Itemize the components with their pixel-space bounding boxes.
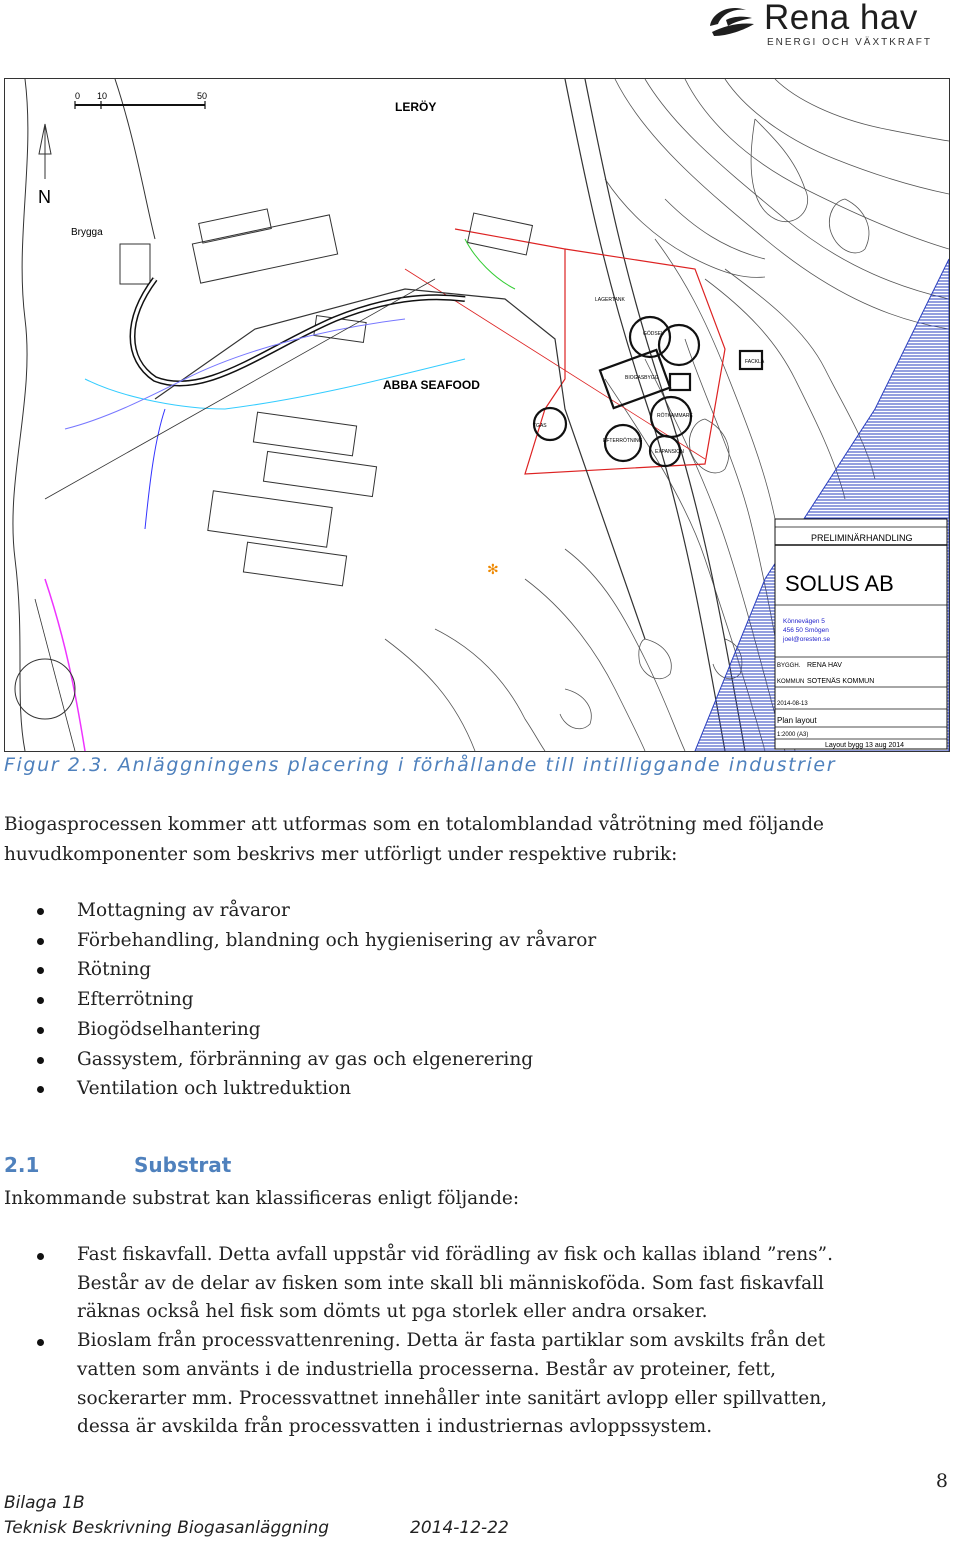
- site-plan-map: [4, 78, 950, 752]
- title-block-address-1: Könnevägen 5: [783, 618, 825, 625]
- list-item: Rötning: [0, 955, 945, 985]
- footer-date: 2014-12-22: [410, 1518, 509, 1538]
- list-item: Biogödselhantering: [0, 1015, 945, 1045]
- substrat-list: [0, 1241, 945, 1442]
- item-line: Består av de delar av fisken som inte skall bli människoföda. Som fast fiskavfall: [77, 1272, 824, 1294]
- svg-text:EFTERRÖTNING: EFTERRÖTNING: [603, 438, 643, 444]
- section-heading: [4, 1153, 231, 1177]
- svg-text:FACKLA: FACKLA: [745, 359, 765, 365]
- svg-text:TGAS: TGAS: [533, 423, 547, 429]
- svg-text:LAGERTANK: LAGERTANK: [595, 297, 625, 303]
- figure-caption: Figur 2.3. Anläggningens placering i förhållande till intilliggande industrier: [4, 754, 837, 776]
- svg-text:GÖDSEL: GÖDSEL: [643, 331, 664, 337]
- intro-paragraph: [4, 810, 944, 870]
- title-block-kommun-value: SOTENÄS KOMMUN: [807, 678, 875, 685]
- title-block-scale: 1:2000 (A3): [777, 732, 809, 738]
- list-item: Gassystem, förbränning av gas och elgenerering: [0, 1045, 945, 1075]
- title-block-address-2: 456 50 Smögen: [783, 627, 829, 634]
- title-block-layout: Layout bygg 13 aug 2014: [825, 742, 905, 749]
- access-road: [133, 279, 466, 384]
- list-item: [0, 1241, 945, 1327]
- page-number: 8: [935, 1470, 948, 1492]
- svg-text:RÖTKAMMARE: RÖTKAMMARE: [657, 413, 693, 419]
- rena-hav-logo: [704, 0, 934, 52]
- title-block: [775, 519, 947, 749]
- list-item: Efterrötning: [0, 985, 945, 1015]
- svg-text:BIOGASBYGG: BIOGASBYGG: [625, 375, 659, 381]
- scale-label-0: 0: [75, 91, 81, 101]
- logo-subtitle: ENERGI OCH VÄXTKRAFT: [767, 37, 933, 48]
- north-label: N: [38, 187, 51, 207]
- item-line: vatten som använts i de industriella processerna. Består av proteiner, fett,: [77, 1358, 777, 1380]
- item-line: räknas också hel fisk som dömts ut pga storlek eller andra orsaker.: [77, 1301, 708, 1323]
- label-abba-seafood: ABBA SEAFOOD: [383, 378, 480, 392]
- svg-text:✻: ✻: [487, 561, 499, 577]
- title-block-prelim: PRELIMINÄRHANDLING: [811, 533, 913, 543]
- red-plot-boundary: [455, 229, 725, 474]
- list-item: Mottagning av råvaror: [0, 896, 945, 926]
- buildings: [120, 209, 532, 586]
- label-leroy: LERÖY: [395, 100, 437, 114]
- section-title: Substrat: [134, 1153, 232, 1177]
- utility-line-pink: [45, 579, 85, 751]
- svg-text:EXPANSION: EXPANSION: [655, 449, 684, 455]
- component-list: [0, 896, 945, 1104]
- section-number: 2.1: [4, 1153, 40, 1177]
- title-block-email: joel@oresten.se: [783, 636, 831, 643]
- shoreline: [13, 79, 28, 751]
- item-line: Bioslam från processvattenrening. Detta är fasta partiklar som avskilts från det: [77, 1330, 826, 1352]
- title-block-company: SOLUS AB: [785, 571, 894, 596]
- logo-title: Rena hav: [764, 0, 918, 37]
- list-item: Ventilation och luktreduktion: [0, 1074, 945, 1104]
- title-block-kommun-label: KOMMUN: [777, 679, 805, 685]
- substrat-intro: Inkommande substrat kan klassificeras enligt följande:: [4, 1188, 520, 1209]
- site-plan-drawing: [5, 79, 949, 751]
- item-line: dessa är avskilda från processvatten i industriernas avloppssystem.: [77, 1416, 713, 1438]
- industry-outline: [155, 289, 645, 639]
- title-block-bygg-value: RENA HAV: [807, 662, 842, 669]
- roundabout: [15, 659, 75, 719]
- scale-label-50: 50: [197, 91, 208, 101]
- label-brygga: Brygga: [71, 227, 103, 238]
- list-item: Förbehandling, blandning och hygienisering av råvaror: [0, 926, 945, 956]
- title-block-bygg-label: BYGGH.: [777, 663, 801, 669]
- swirl-logo-icon: [704, 2, 758, 42]
- scale-label-10: 10: [97, 91, 108, 101]
- item-line: sockerarter mm. Processvattnet innehåller inte sanitärt avlopp eller spillvatten,: [77, 1387, 828, 1409]
- title-block-date: 2014-08-13: [777, 701, 808, 707]
- item-line: Fast fiskavfall. Detta avfall uppstår vid förädling av fisk och kallas ibland ”rens”.: [77, 1244, 833, 1265]
- list-item: [0, 1327, 945, 1442]
- footer-appendix: Bilaga 1B: [4, 1493, 85, 1513]
- intro-line-1: Biogasprocessen kommer att utformas som en totalomblandad våtrötning med följande: [4, 814, 825, 835]
- footer-doc-title: Teknisk Beskrivning Biogasanläggning: [4, 1518, 330, 1538]
- intro-line-2: huvudkomponenter som beskrivs mer utförligt under respektive rubrik:: [4, 844, 678, 865]
- title-block-plan: Plan layout: [777, 716, 817, 725]
